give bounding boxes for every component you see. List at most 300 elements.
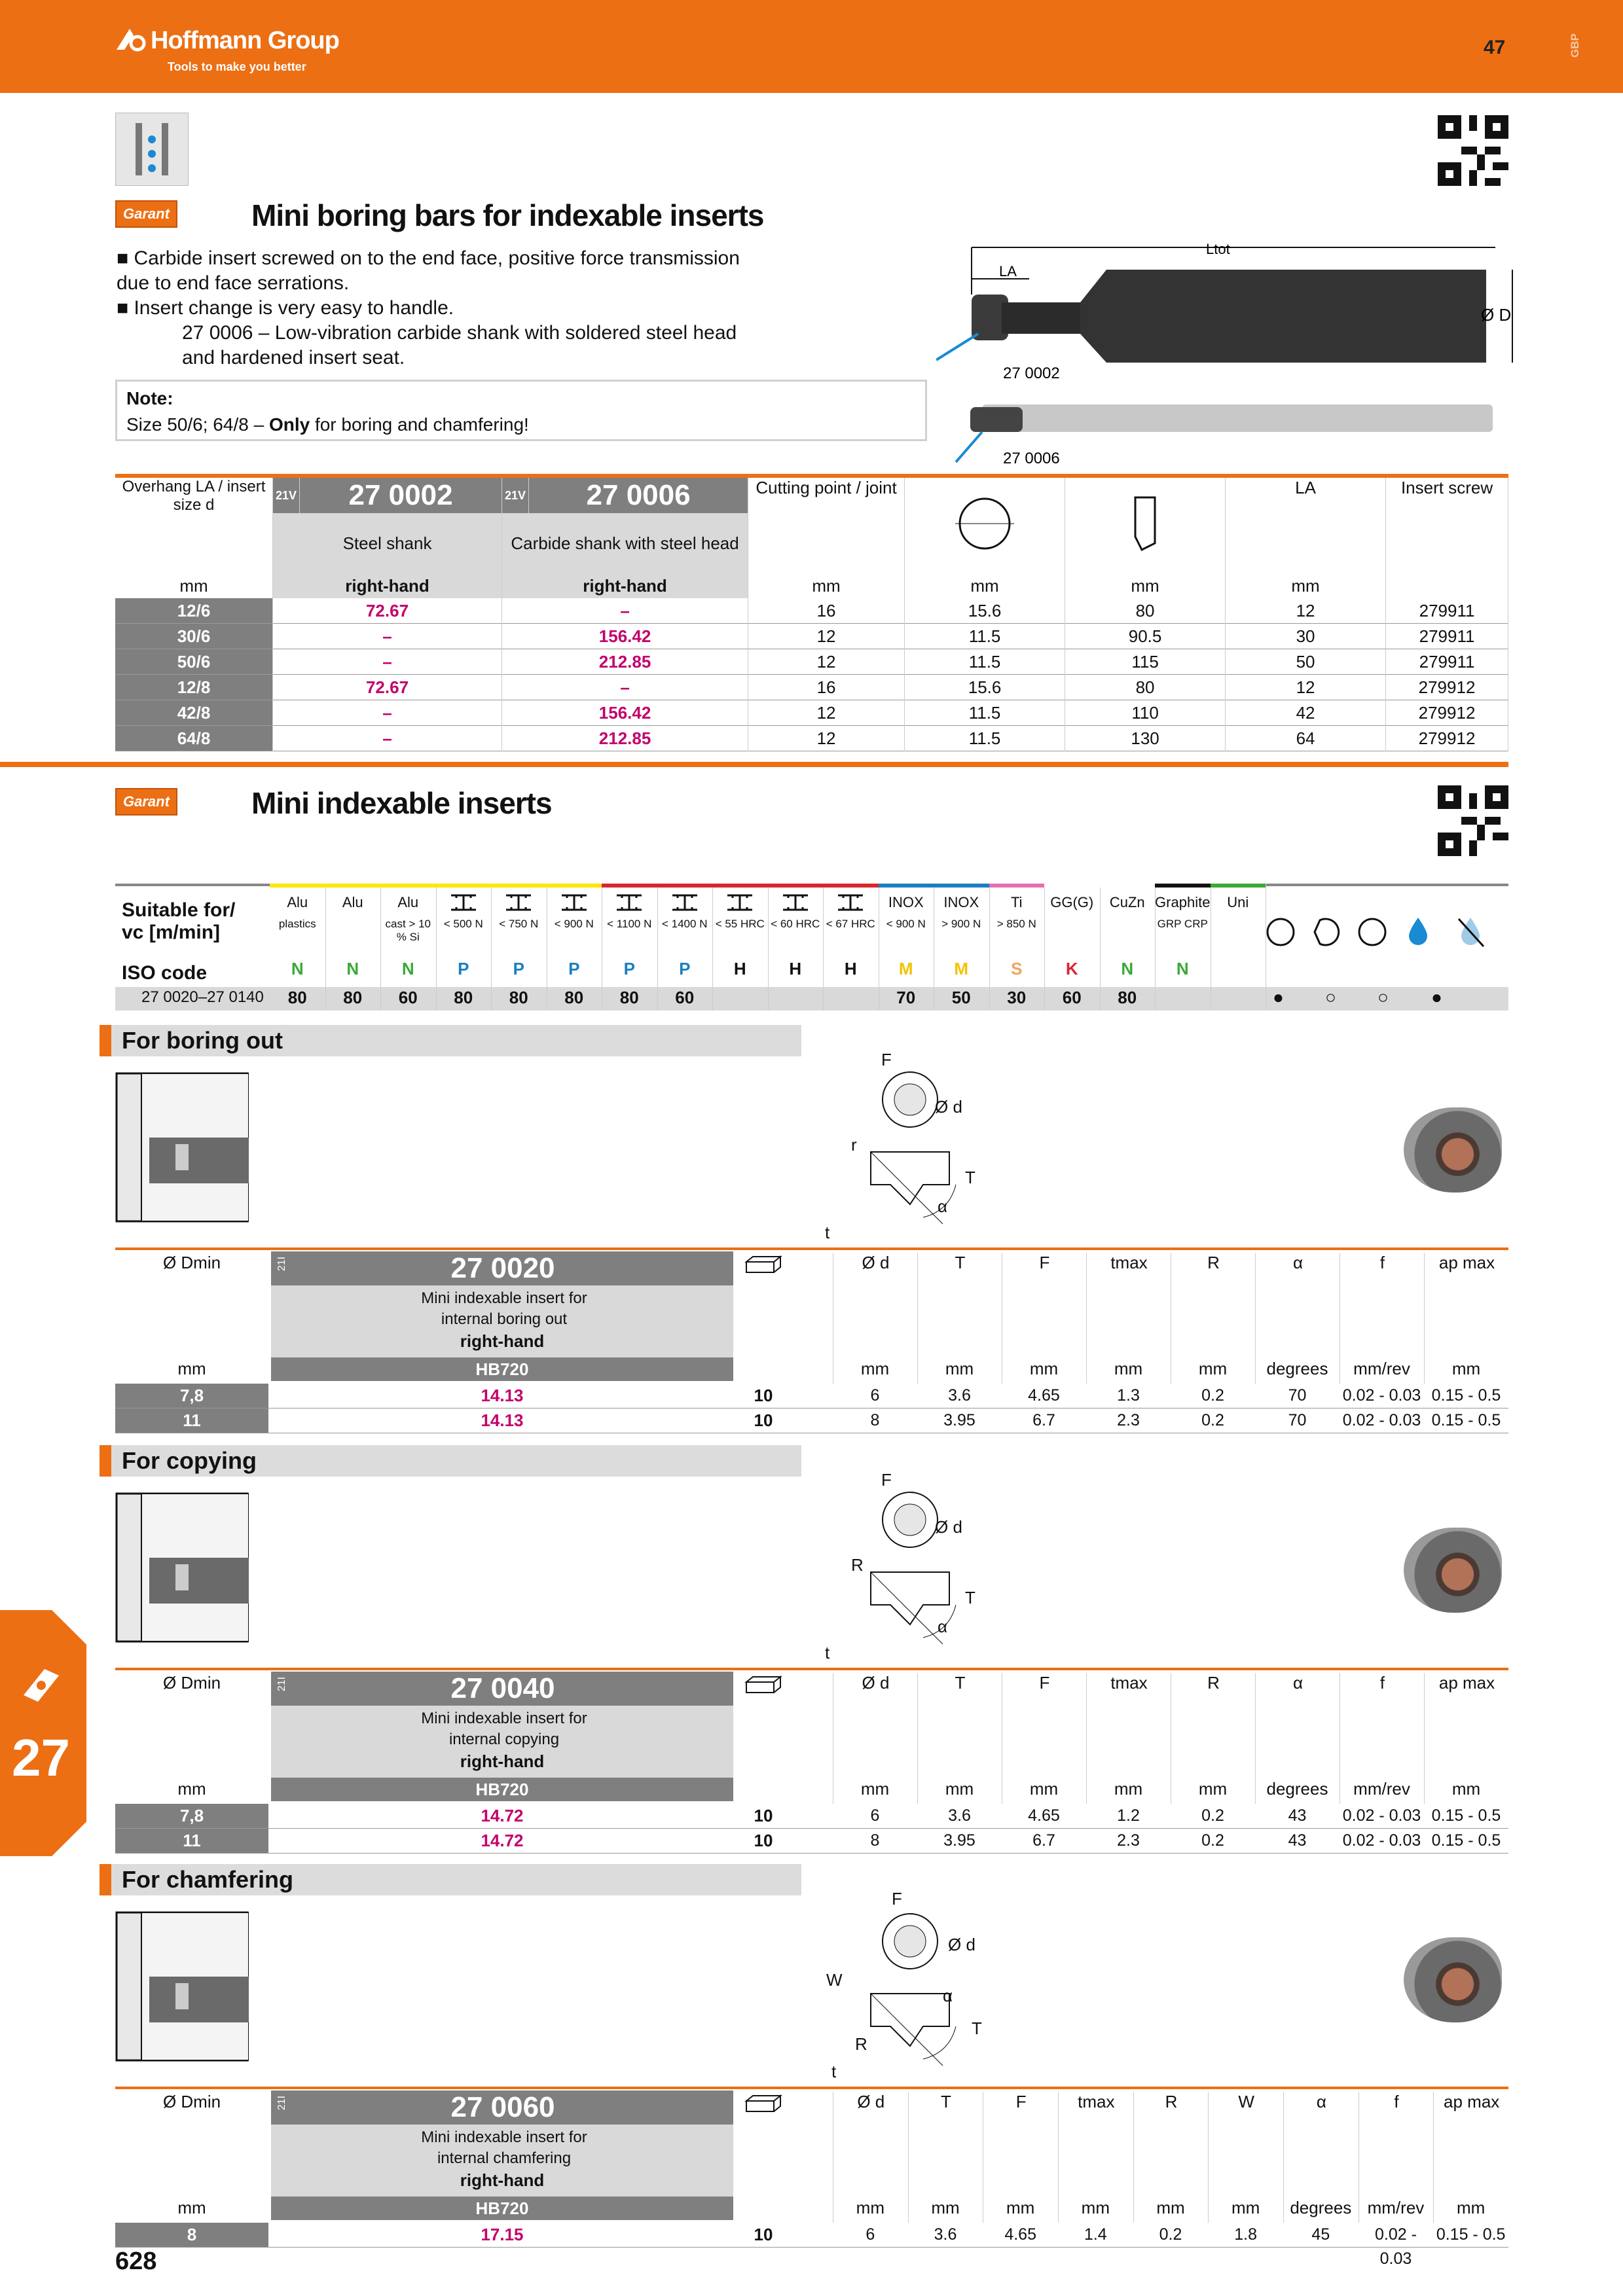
unit: mm bbox=[177, 2198, 206, 2217]
table-cell: – bbox=[273, 649, 502, 675]
table-cell: 279911 bbox=[1386, 649, 1508, 675]
cutting-speed: 80 bbox=[564, 988, 584, 1007]
steel-beam-icon bbox=[559, 893, 589, 912]
material-spec: < 55 HRC bbox=[715, 918, 765, 930]
section-divider bbox=[0, 762, 1508, 767]
unit: mm bbox=[905, 573, 1065, 598]
material-spec: < 67 HRC bbox=[826, 918, 875, 930]
table-row bbox=[115, 624, 1508, 649]
table-cell: 90.5 bbox=[1065, 624, 1226, 649]
table-cell: 4.65 bbox=[1028, 1386, 1060, 1405]
table-cell: 279911 bbox=[1386, 624, 1508, 649]
table-cell: 0.02 - 0.03 bbox=[1342, 1831, 1421, 1850]
drawing-label-W: W bbox=[826, 1970, 843, 1990]
cell-price: 14.13 bbox=[481, 1386, 524, 1405]
table-cell: 42/8 bbox=[115, 700, 273, 726]
unit: mm bbox=[1114, 1779, 1143, 1799]
table-cell: 12 bbox=[748, 649, 905, 675]
cutting-speed bbox=[823, 986, 879, 1009]
header-overhang: Overhang LA / insert size d bbox=[115, 478, 273, 573]
material-column bbox=[823, 884, 879, 1011]
table-cell: 15.6 bbox=[905, 598, 1065, 624]
subsection-title: For boring out bbox=[100, 1025, 801, 1056]
material-color-bar bbox=[1211, 884, 1266, 888]
header-la: LA bbox=[1226, 478, 1386, 573]
table-cell: 0.15 - 0.5 bbox=[1436, 2225, 1506, 2244]
material-color-bar bbox=[879, 884, 934, 888]
material-column bbox=[768, 884, 824, 1011]
unit: mm bbox=[1029, 1779, 1059, 1799]
material-color-bar bbox=[547, 884, 602, 888]
column-header: f bbox=[1359, 2092, 1434, 2223]
unit: mm bbox=[860, 1779, 890, 1799]
cell-dmin: 8 bbox=[115, 2223, 268, 2247]
table-cell: 1.4 bbox=[1084, 2225, 1107, 2244]
iso-code: H bbox=[844, 959, 857, 978]
material-spec: < 900 N bbox=[886, 918, 926, 930]
material-column bbox=[712, 884, 769, 1011]
material-column bbox=[436, 884, 492, 1011]
drawing-label-a: α bbox=[943, 1986, 953, 2005]
iso-code: S bbox=[1011, 959, 1023, 978]
table-cell: 12 bbox=[1226, 675, 1386, 700]
table-cell: 279912 bbox=[1386, 726, 1508, 751]
table-row bbox=[115, 649, 1508, 675]
article-range: 27 0020–27 0140 bbox=[141, 988, 264, 1006]
hand: right-hand bbox=[460, 1751, 545, 1771]
pack-icon bbox=[744, 1676, 783, 1694]
chamfering-insert-photo bbox=[1404, 1937, 1502, 2022]
material-column bbox=[934, 884, 990, 1011]
cutting-speed: 80 bbox=[509, 988, 528, 1007]
table-cell: 16 bbox=[748, 598, 905, 624]
brand-tagline: Tools to make you better bbox=[168, 60, 306, 73]
material-column bbox=[989, 884, 1046, 1011]
unit: mm bbox=[1226, 573, 1386, 598]
column-header: Ø d bbox=[833, 1253, 918, 1384]
material-color-bar bbox=[712, 884, 768, 888]
table-cell: 64 bbox=[1226, 726, 1386, 751]
boring-section bbox=[0, 1025, 1623, 1431]
material-column bbox=[1155, 884, 1211, 1011]
qr-code-icon[interactable] bbox=[1438, 785, 1508, 856]
cell-pack: 10 bbox=[754, 2225, 773, 2244]
material-spec: < 1400 N bbox=[662, 918, 708, 930]
table-cell: 156.42 bbox=[502, 624, 748, 649]
hand: right-hand bbox=[460, 1331, 545, 1351]
table-cell: 0.15 - 0.5 bbox=[1431, 1806, 1501, 1825]
table-cell: 0.15 - 0.5 bbox=[1431, 1386, 1501, 1405]
drawing-label-r: R bbox=[851, 1555, 864, 1575]
table-cell: 3.6 bbox=[948, 1806, 971, 1825]
cell-price: 14.13 bbox=[481, 1410, 524, 1430]
material-name: Alu bbox=[397, 894, 419, 910]
grade: HB720 bbox=[271, 1778, 733, 1801]
desc-carbide-shank: Carbide shank with steel head bbox=[502, 513, 748, 573]
table-cell: 11.5 bbox=[905, 726, 1065, 751]
tag: 21I bbox=[276, 2095, 288, 2111]
material-color-bar bbox=[768, 884, 824, 888]
article-code: 27 0040 bbox=[450, 1672, 555, 1704]
material-name bbox=[712, 893, 768, 912]
table-cell: 11.5 bbox=[905, 624, 1065, 649]
table-cell: 70 bbox=[1288, 1386, 1307, 1405]
material-color-bar bbox=[1155, 884, 1211, 888]
unit: mm bbox=[1451, 1779, 1481, 1799]
ltot-label: Ltot bbox=[1206, 241, 1230, 257]
iso-code: N bbox=[1121, 959, 1134, 978]
drawing-label-t: t bbox=[825, 1223, 830, 1242]
table-cell: 1.2 bbox=[1117, 1806, 1140, 1825]
drawing-label-a: α bbox=[938, 1617, 948, 1636]
material-name: GG(G) bbox=[1050, 894, 1094, 910]
material-spec: < 60 HRC bbox=[771, 918, 820, 930]
code-270006: 27 0006 bbox=[529, 478, 748, 513]
table-cell: 0.2 bbox=[1201, 1831, 1224, 1850]
material-name bbox=[823, 893, 879, 912]
table-cell: 0.15 - 0.5 bbox=[1431, 1831, 1501, 1850]
copying-cross-section bbox=[115, 1492, 249, 1643]
table-cell: 110 bbox=[1065, 700, 1226, 726]
table-cell: 43 bbox=[1288, 1831, 1307, 1850]
currency-label: GBP bbox=[1569, 33, 1581, 58]
article-code: 27 0060 bbox=[450, 2091, 555, 2123]
material-name bbox=[436, 893, 492, 912]
column-header: tmax bbox=[1086, 1673, 1171, 1804]
grade: HB720 bbox=[271, 1357, 733, 1381]
table-cell: 12/8 bbox=[115, 675, 273, 700]
table-cell: 0.02 - 0.03 bbox=[1342, 1411, 1421, 1429]
section1-title: Mini boring bars for indexable inserts bbox=[251, 198, 764, 232]
unit: mm bbox=[1456, 2198, 1486, 2217]
subsection-title: For chamfering bbox=[100, 1864, 801, 1895]
column-header: Ø d bbox=[833, 2092, 909, 2223]
table-cell: 0.2 bbox=[1159, 2225, 1182, 2244]
column-header: T bbox=[917, 1253, 1002, 1384]
cell-dmin: 7,8 bbox=[115, 1384, 268, 1408]
unit: mm bbox=[177, 1779, 206, 1799]
table-cell: 2.3 bbox=[1117, 1411, 1140, 1429]
pack-icon bbox=[744, 1255, 783, 1274]
table-cell: 6 bbox=[870, 1806, 880, 1825]
section2-title: Mini indexable inserts bbox=[251, 786, 552, 820]
table-cell: 42 bbox=[1226, 700, 1386, 726]
suitable-label: Suitable for/ vc [m/min] bbox=[122, 899, 236, 943]
header-dmin: Ø Dmin bbox=[162, 2092, 221, 2111]
part1-label: 27 0002 bbox=[1003, 365, 1060, 382]
column-header: α bbox=[1255, 1673, 1340, 1804]
table-cell: 72.67 bbox=[273, 675, 502, 700]
material-column bbox=[270, 884, 326, 1011]
code-270002: 27 0002 bbox=[300, 478, 502, 513]
cutting-speed: 80 bbox=[287, 988, 307, 1007]
cell-pack: 10 bbox=[754, 1386, 773, 1405]
garant-badge: Garant bbox=[115, 788, 177, 816]
material-spec: plastics bbox=[278, 918, 316, 930]
cell-price: 17.15 bbox=[481, 2225, 524, 2244]
material-name: Uni bbox=[1227, 894, 1249, 910]
table-cell: 115 bbox=[1065, 649, 1226, 675]
table-cell: 72.67 bbox=[273, 598, 502, 624]
column-header: ap max bbox=[1433, 2092, 1509, 2223]
cutting-speed: 80 bbox=[619, 988, 639, 1007]
table-cell: 8 bbox=[870, 1831, 880, 1850]
column-header: α bbox=[1283, 2092, 1359, 2223]
column-header: tmax bbox=[1058, 2092, 1134, 2223]
table-cell: 0.15 - 0.5 bbox=[1431, 1411, 1501, 1429]
table-cell: 4.65 bbox=[1004, 2225, 1036, 2244]
material-color-bar bbox=[823, 884, 879, 888]
brand-logo bbox=[115, 26, 339, 55]
table-cell: 43 bbox=[1288, 1806, 1307, 1825]
table-cell: 0.02 - 0.03 bbox=[1375, 2225, 1417, 2268]
material-spec: < 750 N bbox=[499, 918, 539, 930]
cutting-speed: 80 bbox=[343, 988, 363, 1007]
drawing-label-F: F bbox=[892, 1889, 902, 1909]
cutting-speed: 70 bbox=[896, 988, 916, 1007]
tag-21v: 21V bbox=[502, 478, 529, 513]
table-row bbox=[115, 700, 1508, 726]
material-name: Alu bbox=[342, 894, 363, 910]
table-cell: 3.95 bbox=[943, 1831, 976, 1850]
table-cell: 50/6 bbox=[115, 649, 273, 675]
table-cell: 12 bbox=[1226, 598, 1386, 624]
hand-270002: right-hand bbox=[273, 573, 502, 598]
table-cell: 11.5 bbox=[905, 700, 1065, 726]
drawing-label-d: Ø d bbox=[935, 1517, 962, 1537]
table-cell: 3.6 bbox=[934, 2225, 957, 2244]
coolant-icon bbox=[115, 113, 189, 186]
steel-beam-icon bbox=[725, 893, 755, 912]
cutting-speed: 30 bbox=[1007, 988, 1027, 1007]
material-name: INOX bbox=[888, 894, 924, 910]
suitability-table: Suitable for/ vc [m/min] ISO code 27 0020–27 0140 Alu plastics N 80 Alu N 80 Alu cast > 10 % Si N 60 < 500 N P 80 < 750 N P 80 < 900 N P 80 < 1100 N P 80 < 1400 N P 60 < 55 HRC H < 60 HRC H < 67 HRC H INOX < 900 N M 70 INOX > 900 N M 50 Ti > 850 N S 30 GG(G) K 60 CuZn N 80 Graphite GRP CRP N Uni ● ○ ○ ● bbox=[115, 884, 1508, 1011]
note-text: Size 50/6; 64/8 – Only for boring and chamfering! bbox=[126, 414, 529, 435]
unit: mm bbox=[1451, 1359, 1481, 1378]
material-column bbox=[1100, 884, 1156, 1011]
material-name: Alu bbox=[287, 894, 308, 910]
material-spec: < 1100 N bbox=[607, 918, 652, 930]
boring-insert-drawing bbox=[812, 1047, 1008, 1237]
material-color-bar bbox=[270, 884, 325, 888]
cutting-speed: 60 bbox=[1062, 988, 1082, 1007]
unit: mm bbox=[115, 573, 273, 598]
cutting-speed: 60 bbox=[398, 988, 418, 1007]
unit: mm bbox=[931, 2198, 960, 2217]
unit: mm bbox=[1006, 2198, 1035, 2217]
table-cell: 12 bbox=[748, 624, 905, 649]
table-cell: 212.85 bbox=[502, 649, 748, 675]
tag: 21I bbox=[276, 1256, 288, 1272]
table-row bbox=[115, 675, 1508, 700]
header-insert-screw: Insert screw bbox=[1386, 478, 1508, 573]
cutting-speed: 80 bbox=[1118, 988, 1137, 1007]
hand-270006: right-hand bbox=[502, 573, 748, 598]
article-code: 27 0020 bbox=[450, 1252, 555, 1284]
table-cell: 279912 bbox=[1386, 700, 1508, 726]
unit: mm bbox=[945, 1359, 974, 1378]
table-cell: 1.8 bbox=[1234, 2225, 1258, 2244]
boring-bar-drawing bbox=[936, 236, 1525, 471]
drawing-label-d: Ø d bbox=[935, 1097, 962, 1117]
copying-insert-photo bbox=[1404, 1528, 1502, 1613]
table-cell: 12/6 bbox=[115, 598, 273, 624]
desc-steel-shank: Steel shank bbox=[273, 513, 502, 573]
material-spec: < 900 N bbox=[554, 918, 594, 930]
cell-dmin: 11 bbox=[115, 1408, 268, 1433]
material-color-bar bbox=[1044, 884, 1100, 888]
table-cell: 80 bbox=[1065, 598, 1226, 624]
bullet-1: ■ Carbide insert screwed on to the end face, positive force transmission due to end face serrations. bbox=[117, 247, 740, 294]
header-dmin: Ø Dmin bbox=[162, 1253, 221, 1272]
material-name: Graphite bbox=[1155, 894, 1211, 910]
table-cell: 1.3 bbox=[1117, 1386, 1140, 1405]
cell-price: 14.72 bbox=[481, 1806, 524, 1825]
iso-code: M bbox=[954, 959, 969, 978]
qr-code-icon[interactable] bbox=[1438, 115, 1508, 186]
table-cell: 80 bbox=[1065, 675, 1226, 700]
column-header: R bbox=[1171, 1253, 1256, 1384]
table-cell: 212.85 bbox=[502, 726, 748, 751]
header-length-icon bbox=[1065, 478, 1226, 573]
note-label: Note: bbox=[126, 388, 173, 408]
la-label: LA bbox=[999, 263, 1017, 279]
material-spec: cast > 10 % Si bbox=[385, 918, 431, 943]
material-spec bbox=[1044, 912, 1100, 950]
header-page-number: 47 bbox=[1484, 37, 1506, 58]
unit: mm bbox=[1114, 1359, 1143, 1378]
column-header: W bbox=[1208, 2092, 1284, 2223]
unit: mm bbox=[856, 2198, 884, 2217]
material-name bbox=[547, 893, 602, 912]
table-cell: 6 bbox=[870, 1386, 880, 1405]
material-spec: < 500 N bbox=[443, 918, 483, 930]
drawing-label-r: r bbox=[851, 1135, 857, 1155]
copying-section bbox=[0, 1445, 1623, 1851]
section1-bullets bbox=[117, 246, 771, 370]
unit: mm bbox=[1198, 1359, 1228, 1378]
chapter-number: 27 bbox=[12, 1729, 70, 1787]
material-column bbox=[879, 884, 935, 1011]
column-header: T bbox=[917, 1673, 1002, 1804]
material-spec: GRP CRP bbox=[1157, 918, 1208, 930]
unit: degrees bbox=[1266, 1779, 1328, 1799]
iso-code: N bbox=[346, 959, 359, 978]
material-color-bar bbox=[657, 884, 713, 888]
unit: mm bbox=[1029, 1359, 1059, 1378]
drawing-label-F: F bbox=[881, 1470, 892, 1490]
unit: mm/rev bbox=[1353, 1779, 1410, 1799]
unit: mm/rev bbox=[1367, 2198, 1425, 2217]
hoffmann-logo-icon bbox=[115, 26, 147, 52]
steel-beam-icon bbox=[448, 893, 479, 912]
bullet-2: ■ Insert change is very easy to handle. bbox=[117, 297, 454, 319]
material-column bbox=[547, 884, 603, 1011]
header-bore-icon bbox=[905, 478, 1065, 573]
material-column bbox=[491, 884, 547, 1011]
process-icons bbox=[1254, 906, 1503, 961]
drawing-label-t: t bbox=[825, 1643, 830, 1662]
column-header: T bbox=[908, 2092, 984, 2223]
header-dmin: Ø Dmin bbox=[162, 1673, 221, 1693]
iso-code: H bbox=[733, 959, 746, 978]
pack-icon bbox=[744, 2094, 783, 2113]
table-cell: 45 bbox=[1311, 2225, 1330, 2244]
column-header: ap max bbox=[1424, 1673, 1509, 1804]
column-header: R bbox=[1133, 2092, 1209, 2223]
table-cell: 15.6 bbox=[905, 675, 1065, 700]
material-name bbox=[602, 893, 657, 912]
table-cell: 279911 bbox=[1386, 598, 1508, 624]
material-spec: > 850 N bbox=[996, 918, 1036, 930]
table-cell: 0.02 - 0.03 bbox=[1342, 1386, 1421, 1405]
unit: mm bbox=[1065, 573, 1226, 598]
unit: mm bbox=[748, 573, 905, 598]
material-color-bar bbox=[491, 884, 547, 888]
material-column bbox=[1044, 884, 1101, 1011]
iso-code: P bbox=[623, 959, 635, 978]
table-cell: 64/8 bbox=[115, 726, 273, 751]
material-name: INOX bbox=[943, 894, 979, 910]
iso-code: N bbox=[291, 959, 304, 978]
iso-code: M bbox=[898, 959, 913, 978]
table-cell: 11.5 bbox=[905, 649, 1065, 675]
boring-insert-photo bbox=[1404, 1107, 1502, 1193]
iso-code: N bbox=[1176, 959, 1189, 978]
table-cell: 6.7 bbox=[1032, 1411, 1055, 1429]
insert-description: Mini indexable insert for internal chamfering bbox=[421, 2128, 587, 2167]
table-row bbox=[115, 726, 1508, 751]
cutting-speed: 50 bbox=[951, 988, 971, 1007]
cell-dmin: 7,8 bbox=[115, 1804, 268, 1828]
chamfering-cross-section bbox=[115, 1911, 249, 2062]
unit: mm bbox=[1198, 1779, 1228, 1799]
subsection-title: For copying bbox=[100, 1445, 801, 1477]
tag-21v: 21V bbox=[273, 478, 300, 513]
table-cell: 30 bbox=[1226, 624, 1386, 649]
material-column bbox=[657, 884, 714, 1011]
iso-code: N bbox=[401, 959, 414, 978]
material-column bbox=[325, 884, 382, 1011]
material-color-bar bbox=[325, 884, 381, 888]
material-spec bbox=[1100, 912, 1156, 950]
drawing-label-a: α bbox=[938, 1196, 948, 1216]
table-cell: 130 bbox=[1065, 726, 1226, 751]
table-cell: 0.2 bbox=[1201, 1806, 1224, 1825]
chamfering-section bbox=[0, 1864, 1623, 2270]
column-header: ap max bbox=[1424, 1253, 1509, 1384]
cell-dmin: 11 bbox=[115, 1829, 268, 1853]
table-cell: 3.95 bbox=[943, 1411, 976, 1429]
drawing-label-R: R bbox=[855, 2034, 867, 2054]
tag: 21I bbox=[276, 1676, 288, 1692]
table-cell: – bbox=[273, 726, 502, 751]
d-label: Ø D bbox=[1481, 305, 1512, 325]
part2-label: 27 0006 bbox=[1003, 450, 1060, 467]
material-color-bar bbox=[934, 884, 989, 888]
material-name bbox=[491, 893, 547, 912]
brand-name: Hoffmann Group bbox=[151, 27, 339, 54]
material-column bbox=[380, 884, 437, 1011]
unit: mm bbox=[1081, 2198, 1110, 2217]
drawing-label-T: T bbox=[965, 1588, 976, 1607]
drawing-label-T: T bbox=[972, 2018, 982, 2038]
column-header: α bbox=[1255, 1253, 1340, 1384]
material-color-bar bbox=[989, 884, 1045, 888]
table-cell: – bbox=[273, 624, 502, 649]
iso-code: P bbox=[568, 959, 580, 978]
column-header: F bbox=[983, 2092, 1059, 2223]
